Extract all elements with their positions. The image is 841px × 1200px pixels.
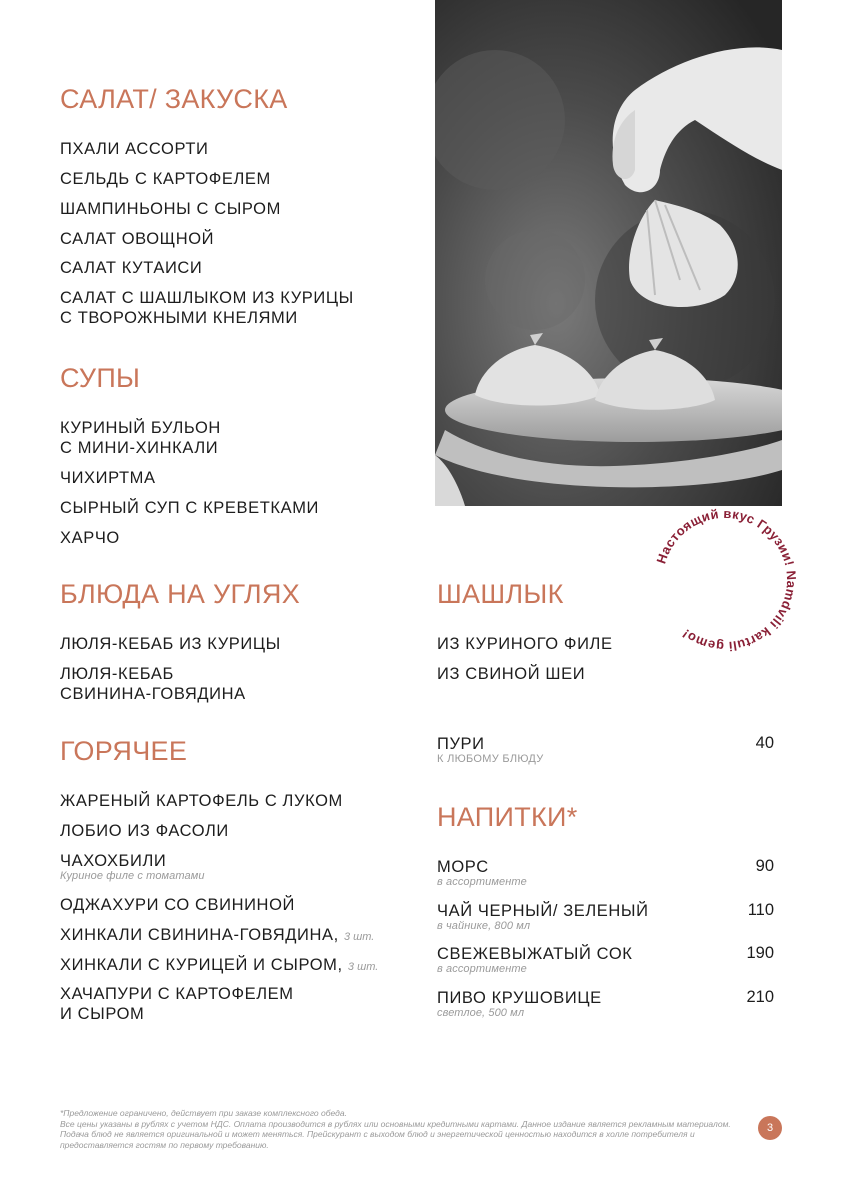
menu-item: ХАЧАПУРИ С КАРТОФЕЛЕМ <box>60 985 294 1003</box>
section-title-hot: ГОРЯЧЕЕ <box>60 736 188 766</box>
menu-item-continuation: С МИНИ-ХИНКАЛИ <box>60 439 219 457</box>
menu-item: ЛЮЛЯ-КЕБАБ <box>60 665 174 683</box>
menu-item: ЧИХИРТМА <box>60 469 156 487</box>
menu-item-puri: ПУРИ <box>437 735 485 753</box>
menu-item: САЛАТ ОВОЩНОЙ <box>60 230 215 248</box>
page-number: 3 <box>758 1116 782 1140</box>
drink-name: ПИВО КРУШОВИЦЕ <box>437 989 602 1007</box>
drink-note: в ассортименте <box>437 963 527 975</box>
drink-name: ЧАЙ ЧЕРНЫЙ/ ЗЕЛЕНЫЙ <box>437 902 649 920</box>
menu-item <box>60 925 374 947</box>
footer-line: Все цены указаны в рублях с учетом НДС. Оплата производится в рублях или основными кредитными картами. Данное издание является рекламным материалом. Подача блюд не является оригинальной и может меняться. Прейскурант с выходом блюд и энергетической ценностью находится в холле потребителя и предоставляется гостям по первому требованию. <box>60 1118 731 1150</box>
menu-item-qty: 3 шт. <box>343 931 375 943</box>
footer-line: *Предложение ограничено, действует при заказе комплексного обеда. <box>60 1108 347 1118</box>
menu-item: ПХАЛИ АССОРТИ <box>60 140 209 158</box>
menu-item: ЛЮЛЯ-КЕБАБ ИЗ КУРИЦЫ <box>60 635 281 653</box>
drink-note: в чайнике, 800 мл <box>437 920 531 932</box>
menu-item: ЛОБИО ИЗ ФАСОЛИ <box>60 822 229 840</box>
khinkali-photo <box>435 0 782 506</box>
menu-item-label: ХИНКАЛИ С КУРИЦЕЙ И СЫРОМ, <box>60 956 343 974</box>
menu-item: СЕЛЬДЬ С КАРТОФЕЛЕМ <box>60 170 271 188</box>
menu-item: САЛАТ КУТАИСИ <box>60 259 203 277</box>
drink-price: 110 <box>747 901 774 919</box>
section-title-soups: СУПЫ <box>60 363 141 393</box>
drink-note: светлое, 500 мл <box>437 1007 525 1019</box>
menu-item <box>60 955 378 977</box>
menu-item-note: К ЛЮБОМУ БЛЮДУ <box>437 753 544 765</box>
drink-name: СВЕЖЕВЫЖАТЫЙ СОК <box>437 945 633 963</box>
drink-note: в ассортименте <box>437 876 527 888</box>
section-title-drinks: НАПИТКИ* <box>437 802 578 832</box>
drink-price: 210 <box>746 988 774 1006</box>
menu-item-label: ХИНКАЛИ СВИНИНА-ГОВЯДИНА, <box>60 926 339 944</box>
menu-item-continuation: СВИНИНА-ГОВЯДИНА <box>60 685 246 703</box>
khinkali-photo-illustration <box>435 0 782 506</box>
section-title-salad: САЛАТ/ ЗАКУСКА <box>60 84 288 114</box>
menu-item: ЧАХОХБИЛИ <box>60 852 167 870</box>
menu-item: САЛАТ С ШАШЛЫКОМ ИЗ КУРИЦЫ <box>60 289 354 307</box>
menu-item: КУРИНЫЙ БУЛЬОН <box>60 419 221 437</box>
slogan-stamp <box>640 495 810 665</box>
menu-item: ХАРЧО <box>60 529 120 547</box>
menu-item: ШАМПИНЬОНЫ С СЫРОМ <box>60 200 281 218</box>
section-title-grill: БЛЮДА НА УГЛЯХ <box>60 579 301 609</box>
menu-item-price: 40 <box>755 734 774 752</box>
menu-item: ЖАРЕНЫЙ КАРТОФЕЛЬ С ЛУКОМ <box>60 792 343 810</box>
menu-item-continuation: И СЫРОМ <box>60 1005 145 1023</box>
drink-price: 90 <box>755 857 774 875</box>
menu-item: СЫРНЫЙ СУП С КРЕВЕТКАМИ <box>60 499 320 517</box>
menu-item: ИЗ СВИНОЙ ШЕИ <box>437 665 586 683</box>
stamp-text: Настоящий вкус Грузии! Namdvili kartuli gemo! <box>653 505 800 655</box>
menu-item-qty: 3 шт. <box>347 961 379 973</box>
menu-item-continuation: С ТВОРОЖНЫМИ КНЕЛЯМИ <box>60 309 298 327</box>
footer-disclaimer <box>60 1108 740 1150</box>
menu-item: ИЗ КУРИНОГО ФИЛЕ <box>437 635 613 653</box>
menu-item: ОДЖАХУРИ СО СВИНИНОЙ <box>60 896 295 914</box>
section-title-shashlik: ШАШЛЫК <box>437 579 564 609</box>
menu-item-note: Куриное филе с томатами <box>60 870 205 882</box>
drink-price: 190 <box>746 944 774 962</box>
drink-name: МОРС <box>437 858 489 876</box>
